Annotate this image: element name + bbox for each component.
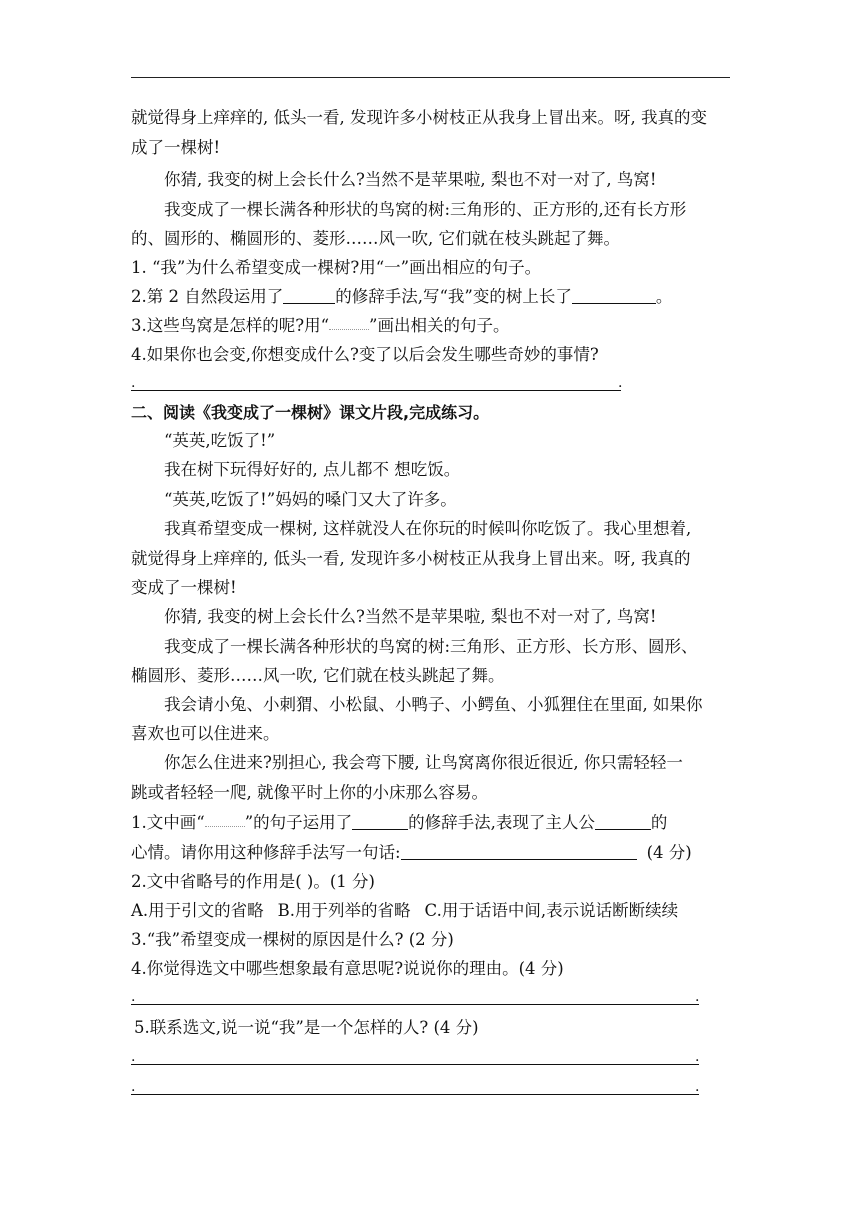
question-5: 5.联系选文,说一说“我”是一个怎样的人? (4 分) [134, 1018, 479, 1037]
passage-line: 我在树下玩得好好的, 点儿都不 想吃饭。 [164, 460, 461, 479]
question-2-options [131, 901, 736, 921]
passage-line: “英英,吃饭了!” [164, 431, 276, 450]
passage-line: 成了一棵树! [131, 138, 221, 157]
passage-line: 我变成了一棵长满各种形状的鸟窝的树:三角形的、正方形的,还有长方形 [164, 200, 687, 219]
passage-line: 你猜, 我变的树上会长什么?当然不是苹果啦, 梨也不对一对了, 鸟窝! [164, 607, 657, 626]
answer-line[interactable] [131, 390, 621, 391]
passage-line: 我变成了一棵长满各种形状的鸟窝的树:三角形、正方形、长方形、圆形、 [164, 637, 698, 656]
question-1: 1. “我”为什么希望变成一棵树?用“一”画出相应的句子。 [131, 258, 542, 277]
answer-line[interactable] [131, 1004, 699, 1005]
section-heading: 二、阅读《我变成了一棵树》课文片段,完成练习。 [131, 403, 490, 422]
passage-line: 就觉得身上痒痒的, 低头一看, 发现许多小树枝正从我身上冒出来。呀, 我真的 [131, 549, 691, 568]
line-dot: . [131, 1049, 136, 1065]
question-1: 1.文中画“ ”的句子运用了 的修辞手法,表现了主人公 的 [131, 813, 668, 832]
passage-line: 椭圆形、菱形……风一吹, 它们就在枝头跳起了舞。 [131, 666, 505, 685]
passage-line: 你猜, 我变的树上会长什么?当然不是苹果啦, 梨也不对一对了, 鸟窝! [164, 170, 657, 189]
passage-line: 喜欢也可以住进来。 [131, 724, 280, 743]
passage-line: 我真希望变成一棵树, 这样就没人在你玩的时候叫你吃饭了。我心里想着, [164, 519, 692, 538]
answer-line[interactable] [131, 1064, 699, 1065]
option-b[interactable]: B.用于列举的省略 [277, 901, 411, 920]
line-dot: . [695, 1049, 700, 1065]
question-2: 2.第 2 自然段运用了 的修辞手法,写“我”变的树上长了 。 [131, 287, 673, 306]
passage-line: 跳或者轻轻一爬, 就像平时上你的小床那么容易。 [131, 783, 488, 802]
answer-line[interactable] [131, 1094, 699, 1095]
answer-blank[interactable] [283, 287, 335, 304]
question-1-cont: 心情。请你用这种修辞手法写一句话: (4 分) [131, 843, 692, 862]
option-a[interactable]: A.用于引文的省略 [131, 901, 264, 920]
passage-line: 变成了一棵树! [131, 578, 237, 597]
line-dot: . [695, 1079, 700, 1095]
question-3: 3.“我”希望变成一棵树的原因是什么? (2 分) [131, 930, 454, 949]
answer-blank[interactable] [352, 813, 408, 830]
passage-line: 就觉得身上痒痒的, 低头一看, 发现许多小树枝正从我身上冒出来。呀, 我真的变 [131, 108, 707, 127]
answer-blank[interactable] [401, 843, 637, 860]
answer-blank[interactable] [572, 287, 656, 304]
header-rule [131, 77, 730, 78]
question-2: 2.文中省略号的作用是( )。(1 分) [131, 872, 375, 891]
line-dot: . [131, 375, 136, 391]
answer-blank[interactable] [595, 813, 651, 830]
passage-line: 你怎么住进来?别担心, 我会弯下腰, 让鸟窝离你很近很近, 你只需轻轻一 [164, 753, 683, 772]
passage-line: 我会请小兔、小刺猬、小松鼠、小鸭子、小鳄鱼、小狐狸住在里面, 如果你 [164, 695, 703, 714]
question-3: 3.这些鸟窝是怎样的呢?用“ ”画出相关的句子。 [131, 316, 510, 335]
line-dot: . [695, 989, 700, 1005]
passage-line: “英英,吃饭了!”妈妈的嗓门又大了许多。 [164, 490, 457, 509]
line-dot: . [131, 989, 136, 1005]
wavy-underline-mark [329, 317, 369, 330]
passage-line: 的、圆形的、椭圆形的、菱形……风一吹, 它们就在枝头跳起了舞。 [131, 229, 620, 248]
line-dot: . [131, 1079, 136, 1095]
wavy-underline-mark [205, 814, 245, 827]
question-4: 4.你觉得选文中哪些想象最有意思呢?说说你的理由。(4 分) [131, 959, 564, 978]
question-4: 4.如果你也会变,你想变成什么?变了以后会发生哪些奇妙的事情? [131, 345, 599, 364]
option-c[interactable]: C.用于话语中间,表示说话断断续续 [424, 901, 679, 920]
line-dot: . [618, 375, 623, 391]
